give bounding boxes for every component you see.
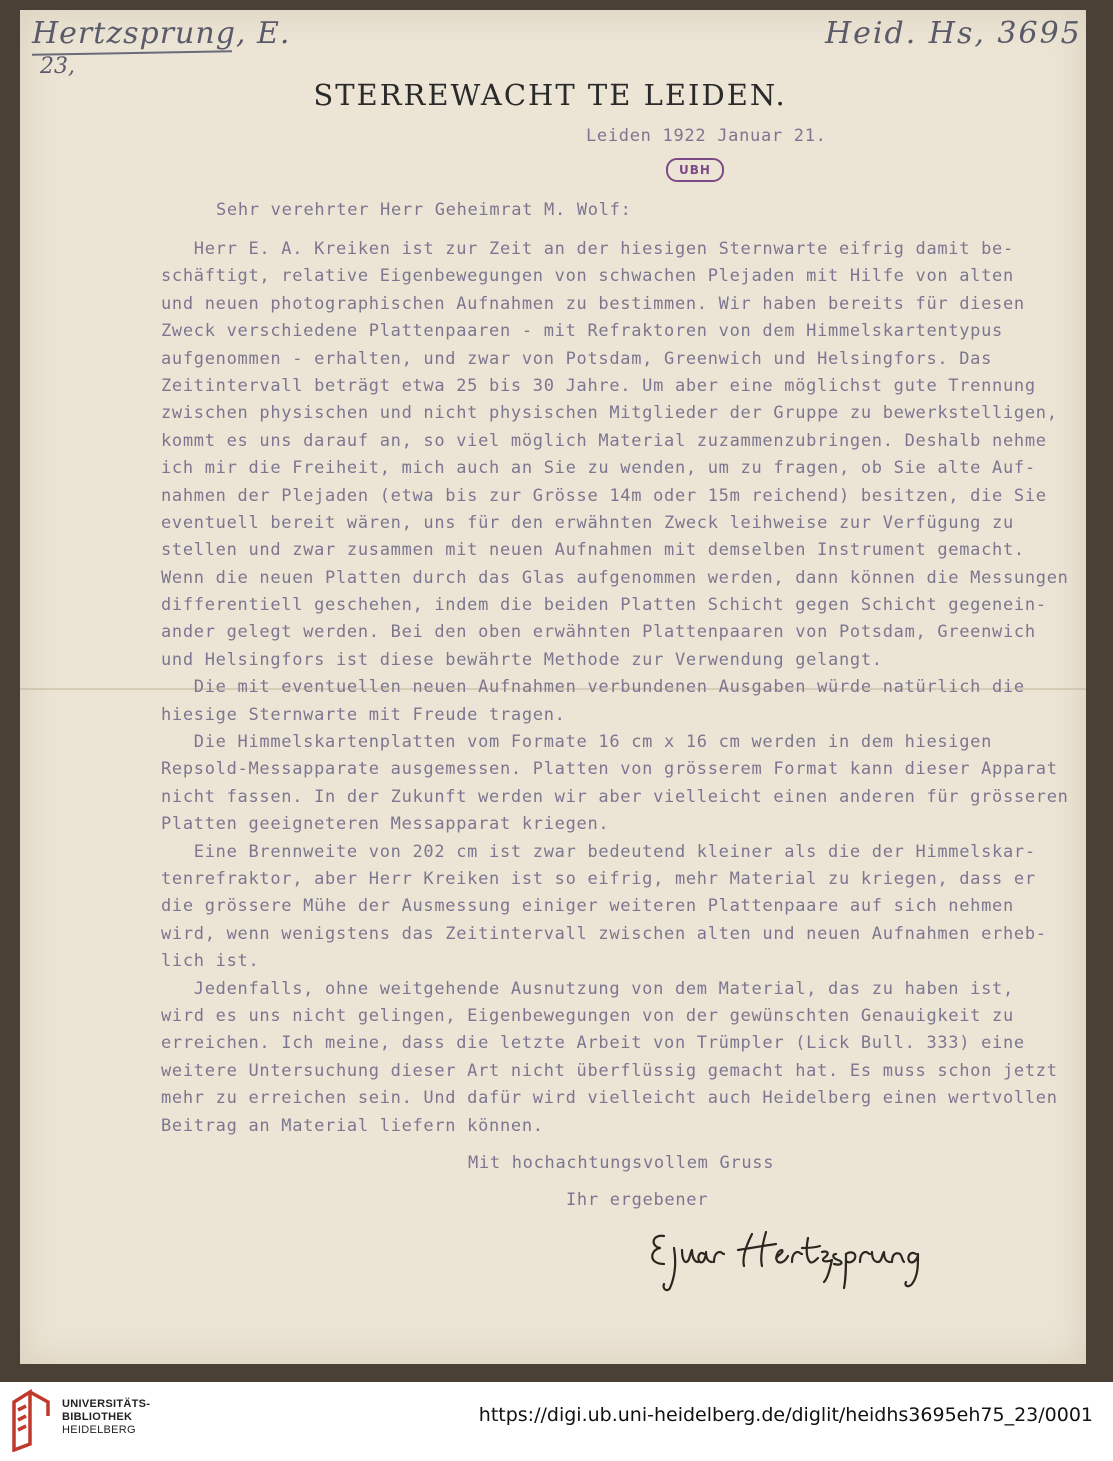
letter-line: wird es uns nicht gelingen, Eigenbewegungen von der gewünschten Genauigkeit zu [161,1005,1014,1026]
letter-line: Wenn die neuen Platten durch das Glas aufgenommen werden, dann können die Messungen [161,567,1069,588]
letter-line: und neuen photographischen Aufnahmen zu bestimmen. Wir haben bereits für diesen [161,293,1025,314]
letter-line: eventuell bereit wären, uns für den erwähnten Zweck leihweise zur Verfügung zu [161,512,1014,533]
library-name-line2: BIBLIOTHEK [62,1411,133,1423]
letter-line: ich mir die Freiheit, mich auch an Sie zu wenden, um zu fragen, ob Sie alte Auf- [161,458,1036,479]
library-stamp: UBH [666,158,724,182]
library-name-line3: HEIDELBERG [62,1424,136,1436]
letter-line: stellen und zwar zusammen mit neuen Aufnahmen mit demselben Instrument gemacht. [161,540,1025,561]
letter-line: hiesige Sternwarte mit Freude tragen. [161,704,566,725]
letter-page [20,10,1086,1364]
letter-line: Die Himmelskartenplatten vom Formate 16 cm x 16 cm werden in dem hiesigen [161,732,993,753]
greeting: Sehr verehrter Herr Geheimrat M. Wolf: [216,200,632,220]
letter-line: differentiell geschehen, indem die beiden Platten Schicht gegen Schicht gegenein- [161,595,1047,616]
library-name-line1: UNIVERSITÄTS- [62,1398,151,1410]
letter-line: Beitrag an Material liefern können. [161,1115,544,1136]
letter-line: Repsold-Messapparate ausgemessen. Platten von grösserem Format kann dieser Apparat [161,759,1058,780]
letter-line: tenrefraktor, aber Herr Kreiken ist so eifrig, mehr Material zu kriegen, dass er [161,868,1036,889]
dateline: Leiden 1922 Januar 21. [586,126,827,146]
letter-line: schäftigt, relative Eigenbewegungen von schwachen Plejaden mit Hilfe von alten [161,266,1014,287]
library-logo-icon [10,1388,56,1452]
letter-line: mehr zu erreichen sein. Und dafür wird vielleicht auch Heidelberg einen wertvollen [161,1088,1058,1109]
letter-line: Die mit eventuellen neuen Aufnahmen verbundenen Ausgaben würde natürlich die [161,677,1025,698]
letter-line: Zweck verschiedene Plattenpaaren - mit Refraktoren von dem Himmelskartentypus [161,321,1003,342]
letter-body [161,236,1081,1140]
closing-line: Mit hochachtungsvollem Gruss [468,1153,775,1173]
letter-line: nicht fassen. In der Zukunft werden wir aber vielleicht einen anderen für grösseren [161,786,1069,807]
footer-bar [0,1382,1113,1461]
letter-line: Eine Brennweite von 202 cm ist zwar bedeutend kleiner als die der Himmelskar- [161,841,1036,862]
letter-line: weitere Untersuchung dieser Art nicht überflüssig gemacht hat. Es muss schon jetzt [161,1060,1058,1081]
handwritten-author-name: Hertzsprung, E. [32,16,291,51]
letter-line: ander gelegt werden. Bei den oben erwähnten Plattenpaaren von Potsdam, Greenwich [161,622,1036,643]
letter-line: Herr E. A. Kreiken ist zur Zeit an der hiesigen Sternwarte eifrig damit be- [161,239,1014,259]
letter-line: aufgenommen - erhalten, und zwar von Potsdam, Greenwich und Helsingfors. Das [161,348,993,369]
handwritten-number: 23, [40,54,75,79]
letter-line: lich ist. [161,951,260,972]
library-name [62,1398,150,1437]
letter-line: und Helsingfors ist diese bewährte Methode zur Verwendung gelangt. [161,649,883,670]
letterhead: STERREWACHT TE LEIDEN. [313,78,787,112]
letter-line: zwischen physischen und nicht physischen Mitglieder der Gruppe zu bewerkstelligen, [161,403,1058,424]
letter-line: nahmen der Plejaden (etwa bis zur Grösse 14m oder 15m reichend) besitzen, die Sie [161,485,1047,506]
letter-line: Jedenfalls, ohne weitgehende Ausnutzung von dem Material, das zu haben ist, [161,978,1014,999]
handwritten-signature [642,1224,942,1296]
letter-line: Zeitintervall beträgt etwa 25 bis 30 Jahre. Um aber eine möglichst gute Trennung [161,375,1036,396]
handwritten-shelfmark: Heid. Hs, 3695 [825,16,1082,51]
letter-line: wird, wenn wenigstens das Zeitintervall zwischen alten und neuen Aufnahmen erheb- [161,923,1047,944]
letter-line: erreichen. Ich meine, dass die letzte Arbeit von Trümpler (Lick Bull. 333) eine [161,1033,1025,1054]
letter-line: kommt es uns darauf an, so viel möglich Material zuzammenzubringen. Deshalb nehme [161,430,1047,451]
permalink-url[interactable]: https://digi.ub.uni-heidelberg.de/diglit/heidhs3695eh75_23/0001 [478,1404,1093,1426]
regards-line: Ihr ergebener [566,1190,709,1210]
letter-line: die grössere Mühe der Ausmessung einiger weiteren Plattenpaare auf sich nehmen [161,896,1014,917]
letter-line: Platten geeigneteren Messapparat kriegen. [161,814,610,835]
